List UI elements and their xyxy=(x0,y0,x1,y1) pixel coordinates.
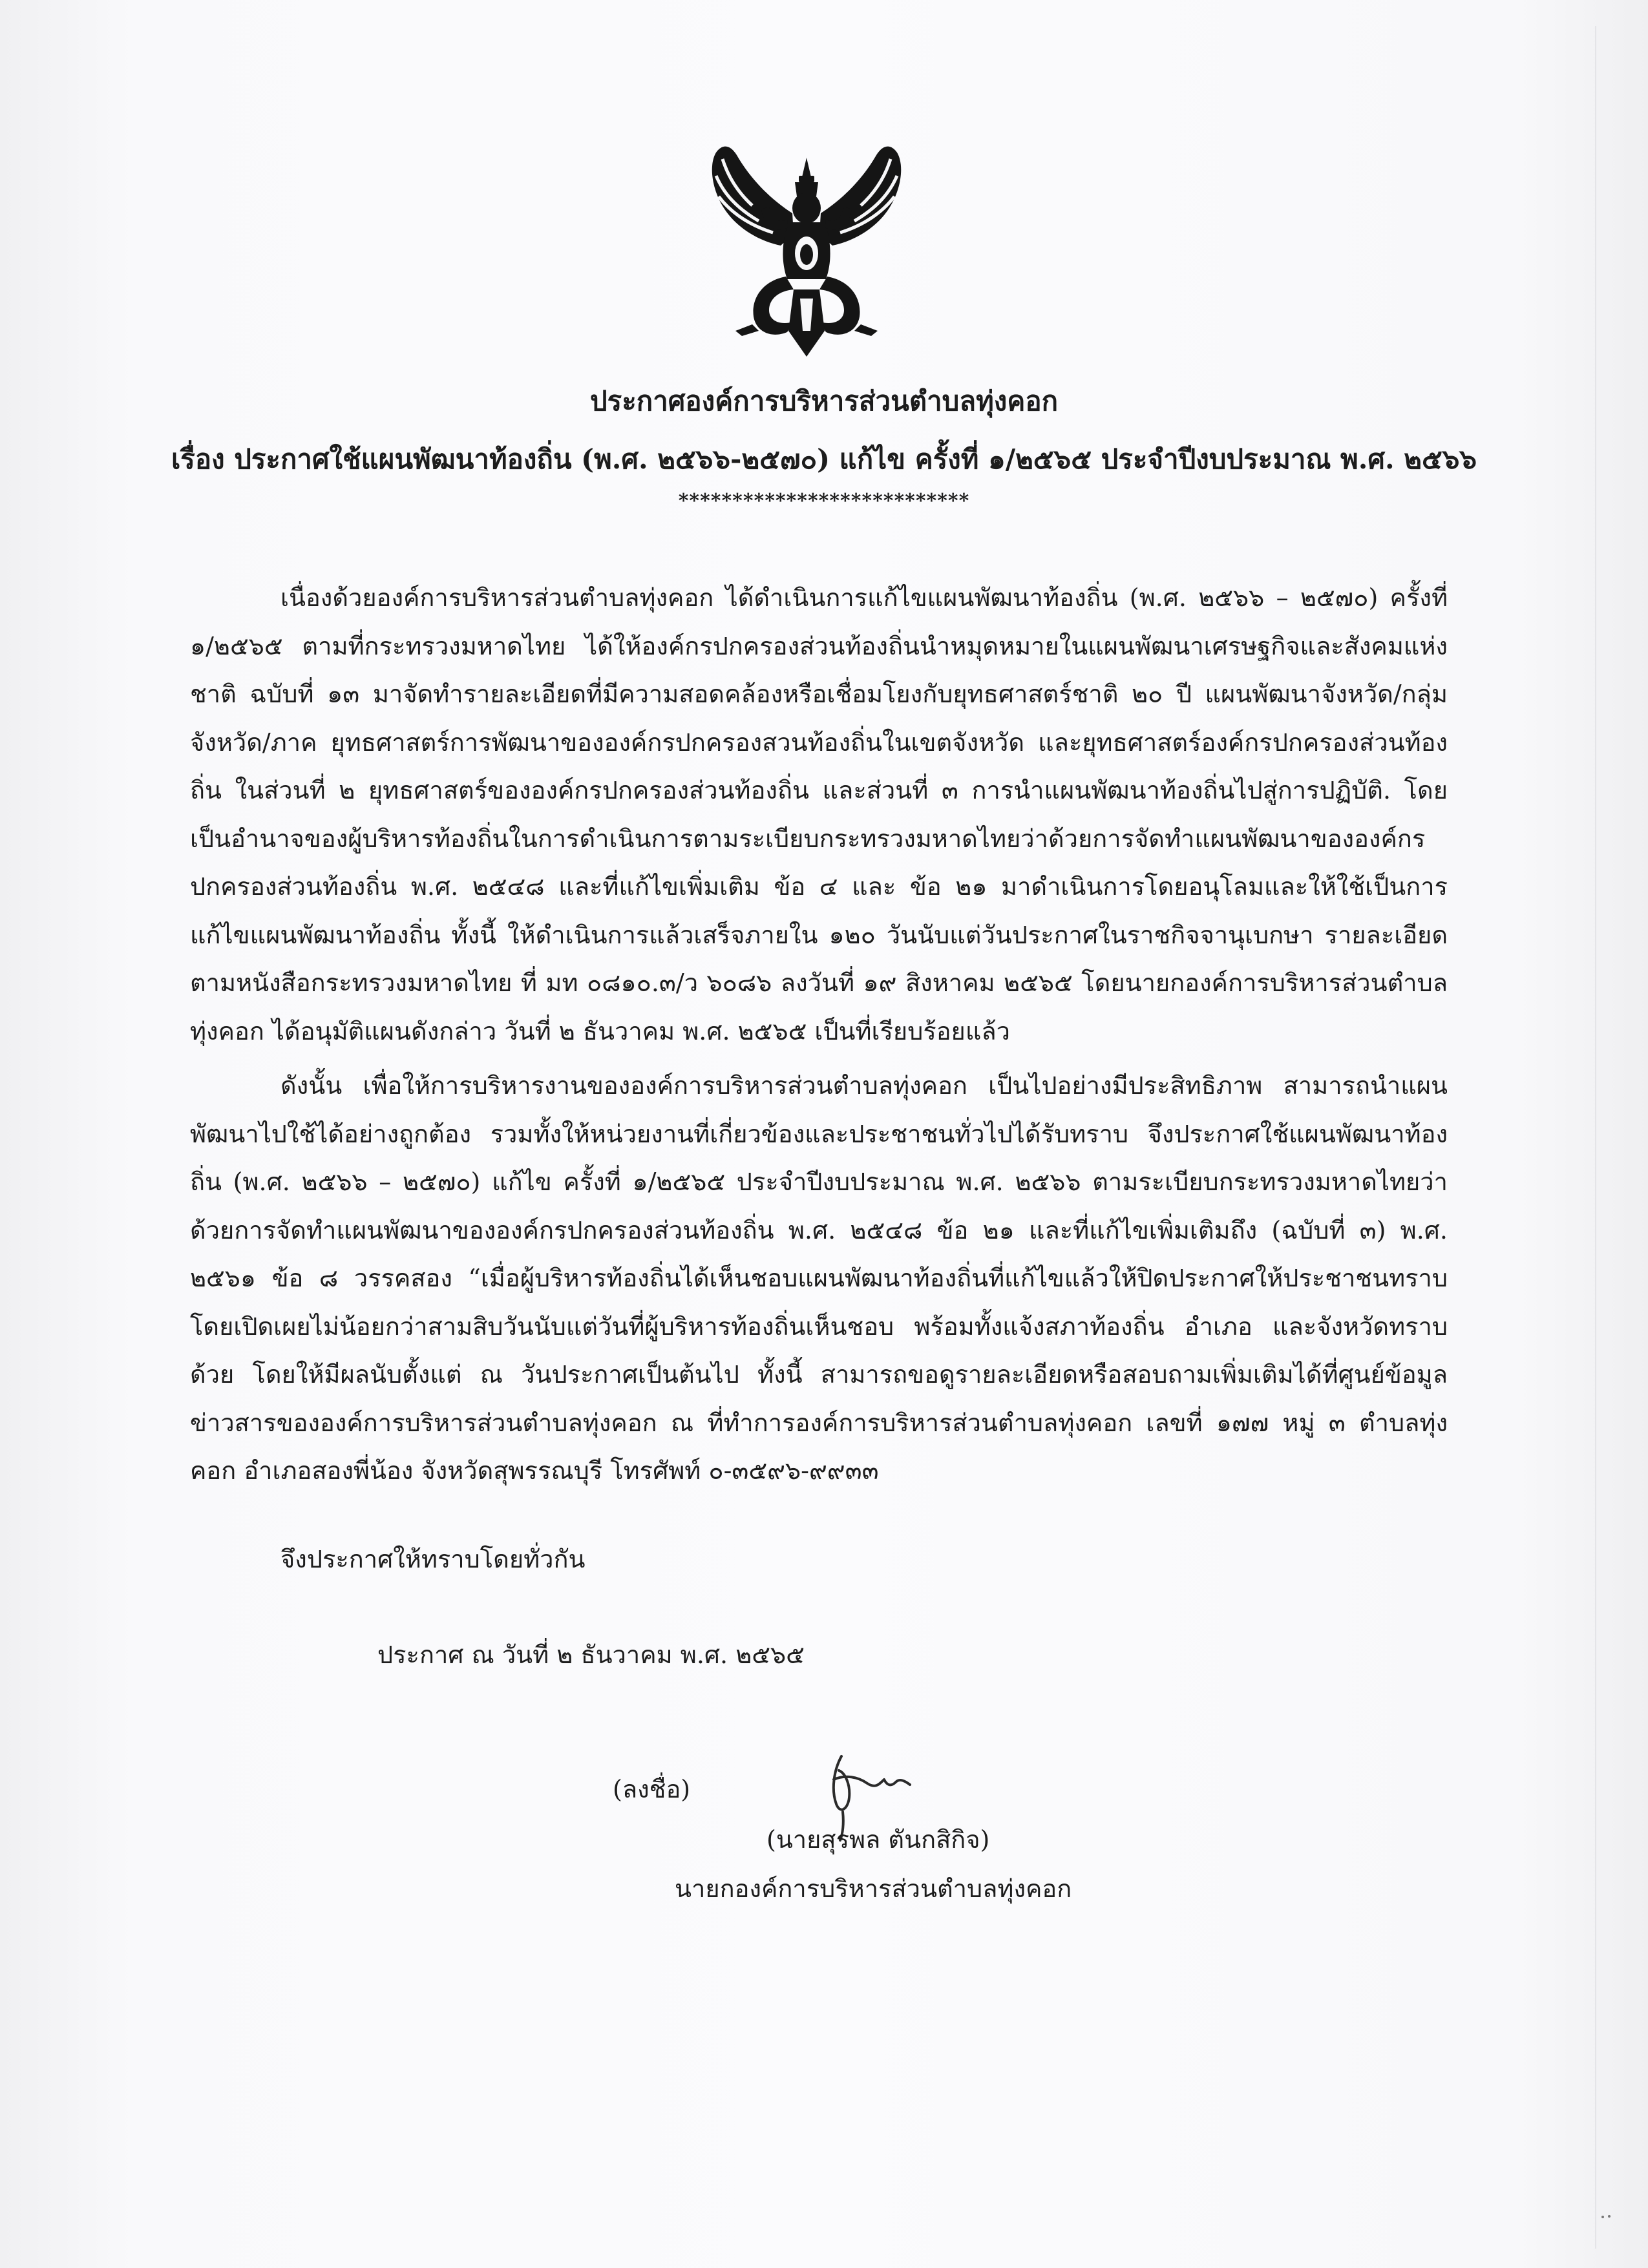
signer-position: นายกองค์การบริหารส่วนตำบลทุ่งคอก xyxy=(675,1874,1072,1903)
body-paragraph-2-text: ดังนั้น เพื่อให้การบริหารงานขององค์การบริหารส่วนตำบลทุ่งคอก เป็นไปอย่างมีประสิทธิภาพ สามารถนำแผนพัฒนาไปใช้ได้อย่างถูกต้อง รวมทั้งให้หน่วยงานที่เกี่ยวข้องและประชาชนทั่วไปได้รับทราบ จึงประกาศใช้แผนพัฒนาท้องถิ่น (พ.ศ. ๒๕๖๖ – ๒๕๗๐) แก้ไข ครั้งที่ ๑/๒๕๖๕ ประจำปีงบประมาณ พ.ศ. ๒๕๖๖ ตามระเบียบกระทรวงมหาดไทยว่าด้วยการจัดทำแผนพัฒนาขององค์กรปกครองส่วนท้องถิ่น พ.ศ. ๒๕๔๘ ข้อ ๒๑ และที่แก้ไขเพิ่มเติมถึง (ฉบับที่ ๓) พ.ศ. ๒๕๖๑ ข้อ ๘ วรรคสอง “เมื่อผู้บริหารท้องถิ่นได้เห็นชอบแผนพัฒนาท้องถิ่นที่แก้ไขแล้วให้ปิดประกาศให้ประชาชนทราบโดยเปิดเผยไม่น้อยกว่าสามสิบวันนับแต่วันที่ผู้บริหารท้องถิ่นเห็นชอบ พร้อมทั้งแจ้งสภาท้องถิ่น อำเภอ และจังหวัดทราบด้วย โดยให้มีผลนับตั้งแต่ ณ วันประกาศเป็นต้นไป ทั้งนี้ สามารถขอดูรายละเอียดหรือสอบถามเพิ่มเติมได้ที่ศูนย์ข้อมูลข่าวสารขององค์การบริหารส่วนตำบลทุ่งคอก ณ ที่ทำการองค์การบริหารส่วนตำบลทุ่งคอก เลขที่ ๑๗๗ หมู่ ๓ ตำบลทุ่งคอก อำเภอสองพี่น้อง จังหวัดสุพรรณบุรี โทรศัพท์ ๐-๓๕๙๖-๙๙๓๓ xyxy=(190,1071,1448,1485)
signer-name: (นายสุรพล ตันกสิกิจ) xyxy=(766,1825,990,1854)
garuda-emblem-icon xyxy=(697,137,916,360)
announcement-title: ประกาศองค์การบริหารส่วนตำบลทุ่งคอก xyxy=(589,385,1059,417)
body-paragraph-1-text: เนื่องด้วยองค์การบริหารส่วนตำบลทุ่งคอก ได้ดำเนินการแก้ไขแผนพัฒนาท้องถิ่น (พ.ศ. ๒๕๖๖ – ๒๕๗๐) ครั้งที่ ๑/๒๕๖๕ ตามที่กระทรวงมหาดไทย ได้ให้องค์กรปกครองส่วนท้องถิ่นนำหมุดหมายในแผนพัฒนาเศรษฐกิจและสังคมแห่งชาติ ฉบับที่ ๑๓ มาจัดทำรายละเอียดที่มีความสอดคล้องหรือเชื่อมโยงกับยุทธศาสตร์ชาติ ๒๐ ปี แผนพัฒนาจังหวัด/กลุ่มจังหวัด/ภาค ยุทธศาสตร์การพัฒนาขององค์กรปกครองสวนท้องถิ่นในเขตจังหวัด และยุทธศาสตร์องค์กรปกครองส่วนท้องถิ่น ในส่วนที่ ๒ ยุทธศาสตร์ขององค์กรปกครองส่วนท้องถิ่น และส่วนที่ ๓ การนำแผนพัฒนาท้องถิ่นไปสู่การปฏิบัติ. โดยเป็นอำนาจของผู้บริหารท้องถิ่นในการดำเนินการตามระเบียบกระทรวงมหาดไทยว่าด้วยการจัดทำแผนพัฒนาขององค์กรปกครองส่วนท้องถิ่น พ.ศ. ๒๕๔๘ และที่แก้ไขเพิ่มเติม ข้อ ๔ และ ข้อ ๒๑ มาดำเนินการโดยอนุโลมและให้ใช้เป็นการแก้ไขแผนพัฒนาท้องถิ่น ทั้งนี้ ให้ดำเนินการแล้วเสร็จภายใน ๑๒๐ วันนับแต่วันประกาศในราชกิจจานุเบกษา รายละเอียดตามหนังสือกระทรวงมหาดไทย ที่ มท ๐๘๑๐.๓/ว ๖๐๘๖ ลงวันที่ ๑๙ สิงหาคม ๒๕๖๕ โดยนายกองค์การบริหารส่วนตำบลทุ่งคอก ได้อนุมัติแผนดังกล่าว วันที่ ๒ ธันวาคม พ.ศ. ๒๕๖๕ เป็นที่เรียบร้อยแล้ว xyxy=(190,583,1448,1045)
body-paragraph-1 xyxy=(190,574,1448,1055)
scan-edge-line xyxy=(1595,26,1596,2249)
signature-label: (ลงชื่อ) xyxy=(613,1775,691,1803)
closing-announcement: จึงประกาศให้ทราบโดยทั่วกัน xyxy=(280,1545,586,1573)
separator-line: *************************** xyxy=(678,490,970,512)
scan-speck-icon xyxy=(1600,2213,1613,2221)
announcement-date: ประกาศ ณ วันที่ ๒ ธันวาคม พ.ศ. ๒๕๖๕ xyxy=(377,1641,805,1669)
announcement-subject: เรื่อง ประกาศใช้แผนพัฒนาท้องถิ่น (พ.ศ. ๒๕๖๖-๒๕๗๐) แก้ไข ครั้งที่ ๑/๒๕๖๕ ประจำปีงบประมาณ พ.ศ. ๒๕๖๖ xyxy=(171,443,1477,475)
body-paragraph-2 xyxy=(190,1062,1448,1495)
